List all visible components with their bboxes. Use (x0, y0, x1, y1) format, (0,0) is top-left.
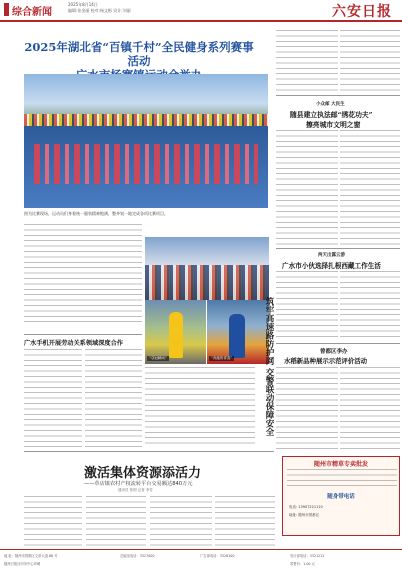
issue-editors: 编辑:张金丽 校对:杨文彬 设计:刘丽 (68, 8, 131, 13)
feature-byline: 通讯员 张明 记者 李芳 (118, 488, 153, 492)
feature-col4 (215, 496, 275, 546)
section-title: 综合新闻 (12, 7, 52, 18)
footer-editorial-phone: 总编室电话：3327000 (120, 554, 155, 558)
bottom-left-title: 广水手机开展劳动关系领域深度合作 (24, 340, 123, 347)
ad-address: 地址: 随州市曾都区 (289, 513, 320, 517)
feature-col1 (24, 496, 82, 546)
page-footer (0, 549, 402, 569)
lead-body-col1 (24, 224, 142, 324)
feature-col2 (86, 496, 146, 546)
divider (276, 343, 400, 344)
ad-phone: 电话: 13907221110 (289, 505, 323, 509)
lead-photo-caption: 图为比赛现场，运动员们身着统一服装精神饱满，整齐划一地完成各项比赛项目。 (24, 211, 168, 216)
text-lines (86, 496, 146, 546)
text-lines (276, 130, 338, 246)
text-lines (215, 496, 275, 546)
divider (24, 451, 274, 452)
right-low-kicker: 曾都区李办 (320, 349, 348, 355)
footer-address: 地 址：随州市曾都区文帝大道 88 号 (4, 554, 58, 558)
right-top-title-2: 擦亮城市文明之窗 (306, 121, 361, 129)
text-lines (340, 130, 400, 246)
text-lines (24, 349, 82, 447)
text-lines (276, 367, 338, 451)
right-low-title: 水稻新品种展示示范评价活动 (284, 357, 368, 365)
text-lines (150, 496, 212, 546)
lead-photo (24, 74, 268, 208)
right-top-title-1: 随县建立执法邮“绣花功夫” (290, 111, 373, 119)
divider (276, 95, 400, 96)
newspaper-logo: 六安日报 (332, 4, 392, 20)
bottom-left-col1 (24, 349, 82, 447)
feature-subline: ——草店镇农村产权流转平台交易额达840万元 (84, 481, 193, 487)
right-article-mid-col1 (276, 130, 338, 246)
issue-date: 2025年8月14日 (68, 2, 98, 7)
text-lines (145, 367, 255, 447)
masthead (0, 0, 402, 22)
event-photo-crowd (145, 237, 269, 300)
text-lines (276, 271, 338, 341)
right-article-c-col1 (276, 367, 338, 451)
right-article-mid-col2 (340, 130, 400, 246)
right-article-top-col2 (340, 30, 400, 92)
ad-subtitle: 随身带电话 (327, 494, 355, 500)
feature-headline: 激活集体资源添活力 (84, 466, 202, 481)
divider (276, 248, 400, 249)
footer-distribution-phone: 发行部电话：3321212 (290, 554, 325, 558)
photo-tag: “奔跑的青春” (211, 356, 233, 360)
text-lines (340, 30, 400, 92)
photo-people (145, 265, 269, 300)
divider (24, 334, 142, 335)
text-lines (24, 496, 82, 546)
footer-price: 零售价：1.00 元 (290, 562, 315, 566)
right-article-b-col2 (340, 271, 400, 341)
text-lines (340, 367, 400, 451)
photo-tag: “夺冠瞬间” (149, 356, 167, 360)
feature-col3 (150, 496, 212, 546)
text-lines (340, 271, 400, 341)
footer-ad-phone: 广告部电话：3328100 (200, 554, 235, 558)
photo-winner (229, 314, 245, 358)
photo-performers (34, 144, 258, 184)
right-mid-title: 广水市小伙选择扎根西藏工作生活 (282, 262, 381, 270)
right-article-top-col1 (276, 30, 338, 92)
text-lines (24, 224, 142, 324)
lead-headline-line1: 2025年湖北省“百镇千村”全民健身系列赛事活动 (24, 40, 254, 68)
event-photo-runner (145, 300, 206, 364)
section-marker (4, 3, 9, 16)
text-lines (85, 349, 142, 447)
right-article-b-col1 (276, 271, 338, 341)
issue-meta (68, 2, 131, 14)
advertisement-box (282, 456, 400, 536)
right-mid-kicker: 两天出露云游 (318, 253, 345, 258)
footer-printer: 随州日报社印务中心印刷 (4, 562, 41, 566)
text-lines (276, 30, 338, 92)
bottom-left-col2 (85, 349, 142, 447)
ad-title: 随州市精草专卖批发 (313, 461, 368, 468)
right-article-c-col2 (340, 367, 400, 451)
traffic-vertical-title: 筑牢高速路防护网 交警联动保障安全 (264, 297, 274, 436)
ad-text (287, 469, 397, 489)
photo-runner (169, 312, 183, 358)
right-top-kicker: 小众邮 大民生 (316, 102, 345, 107)
traffic-article-body (145, 367, 255, 447)
